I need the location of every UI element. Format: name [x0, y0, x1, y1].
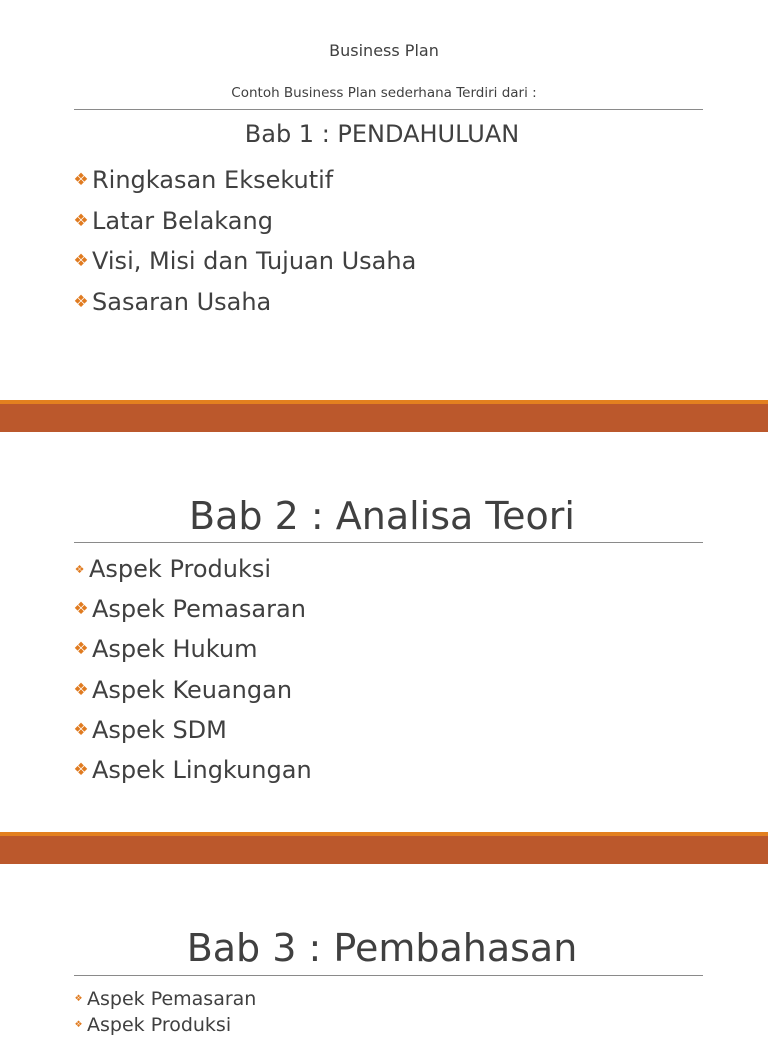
list-item	[70, 282, 416, 323]
list-item	[70, 589, 312, 629]
item-text: Aspek Hukum	[92, 635, 258, 664]
slide-heading: Bab 3 : Pembahasan	[186, 926, 578, 970]
diamond-bullet-icon: ❖	[73, 719, 89, 740]
slide-heading: Bab 1 : PENDAHULUAN	[244, 120, 520, 148]
divider	[74, 109, 703, 110]
item-text: Latar Belakang	[92, 206, 273, 235]
diamond-bullet-icon: ❖	[73, 639, 89, 660]
list-item	[70, 750, 312, 790]
diamond-bullet-icon: ❖	[73, 170, 89, 191]
diamond-bullet-icon: ❖	[73, 679, 89, 700]
diamond-bullet-icon: ❖	[74, 994, 83, 1004]
document-subtitle: Contoh Business Plan sederhana Terdiri dari :	[231, 85, 537, 101]
list-item	[70, 201, 416, 242]
slide-heading: Bab 2 : Analisa Teori	[189, 494, 575, 538]
diamond-bullet-icon: ❖	[73, 251, 89, 272]
list-item	[70, 986, 256, 1012]
list-item	[70, 710, 312, 750]
bullet-list	[70, 986, 256, 1038]
item-text: Aspek Pemasaran	[87, 988, 257, 1010]
list-item	[70, 629, 312, 669]
item-text: Visi, Misi dan Tujuan Usaha	[92, 247, 417, 276]
list-item	[70, 549, 312, 589]
item-text: Aspek Lingkungan	[92, 756, 312, 785]
list-item	[70, 160, 416, 201]
item-text: Aspek Produksi	[87, 1014, 232, 1036]
list-item	[70, 1012, 256, 1038]
diamond-bullet-icon: ❖	[73, 599, 89, 620]
bullet-list	[70, 160, 416, 322]
item-text: Sasaran Usaha	[92, 287, 272, 316]
divider	[74, 542, 703, 543]
slide-separator	[0, 832, 768, 864]
diamond-bullet-icon: ❖	[73, 210, 89, 231]
list-item	[70, 241, 416, 282]
slide-separator	[0, 400, 768, 432]
item-text: Aspek SDM	[92, 715, 227, 744]
bullet-list	[70, 549, 312, 790]
list-item	[70, 670, 312, 710]
document-title: Business Plan	[329, 41, 439, 60]
diamond-bullet-icon: ❖	[74, 1020, 83, 1030]
diamond-bullet-icon: ❖	[73, 760, 89, 781]
diamond-bullet-icon: ❖	[73, 291, 89, 312]
item-text: Aspek Pemasaran	[92, 595, 306, 624]
item-text: Ringkasan Eksekutif	[92, 166, 334, 195]
divider	[74, 975, 703, 976]
item-text: Aspek Produksi	[89, 555, 272, 584]
item-text: Aspek Keuangan	[92, 675, 293, 704]
diamond-bullet-icon: ❖	[74, 562, 85, 576]
